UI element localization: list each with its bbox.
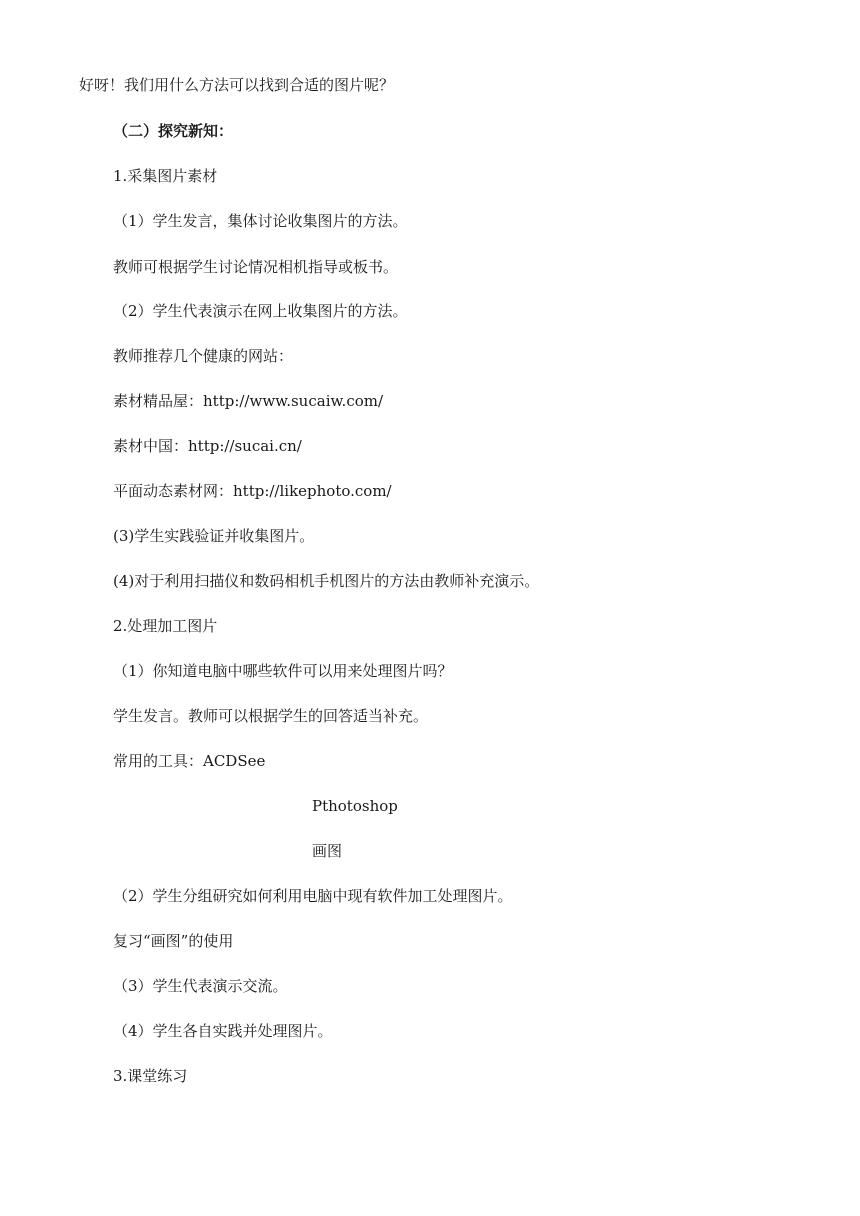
paragraph: 复习“画图”的使用 bbox=[113, 932, 234, 950]
subheading-collect-images: 1.采集图片素材 bbox=[113, 167, 218, 185]
subheading-classroom-practice: 3.课堂练习 bbox=[113, 1067, 188, 1085]
paragraph: （1）你知道电脑中哪些软件可以用来处理图片吗？ bbox=[113, 662, 453, 680]
paragraph: （2）学生分组研究如何利用电脑中现有软件加工处理图片。 bbox=[113, 887, 513, 905]
tools-list-first: 常用的工具：ACDSee bbox=[113, 752, 266, 770]
intro-question: 好呀！我们用什么方法可以找到合适的图片呢？ bbox=[79, 76, 395, 94]
paragraph: （1）学生发言，集体讨论收集图片的方法。 bbox=[113, 212, 408, 230]
paragraph: （4）学生各自实践并处理图片。 bbox=[113, 1022, 333, 1040]
website-entry: 平面动态素材网：http://likephoto.com/ bbox=[113, 482, 392, 500]
section-heading-explore: （二）探究新知： bbox=[113, 122, 234, 140]
website-entry: 素材精品屋：http://www.sucaiw.com/ bbox=[113, 392, 384, 410]
paragraph: (4)对于利用扫描仪和数码相机手机图片的方法由教师补充演示。 bbox=[113, 572, 540, 590]
tools-list-item: Pthotoshop bbox=[312, 797, 398, 815]
paragraph: 教师推荐几个健康的网站： bbox=[113, 347, 294, 365]
paragraph: （2）学生代表演示在网上收集图片的方法。 bbox=[113, 302, 408, 320]
paragraph: (3)学生实践验证并收集图片。 bbox=[113, 527, 315, 545]
paragraph: （3）学生代表演示交流。 bbox=[113, 977, 288, 995]
subheading-process-images: 2.处理加工图片 bbox=[113, 617, 218, 635]
paragraph: 教师可根据学生讨论情况相机指导或板书。 bbox=[113, 258, 399, 276]
website-entry: 素材中国：http://sucai.cn/ bbox=[113, 437, 302, 455]
tools-list-item: 画图 bbox=[312, 842, 343, 860]
paragraph: 学生发言。教师可以根据学生的回答适当补充。 bbox=[113, 707, 429, 725]
